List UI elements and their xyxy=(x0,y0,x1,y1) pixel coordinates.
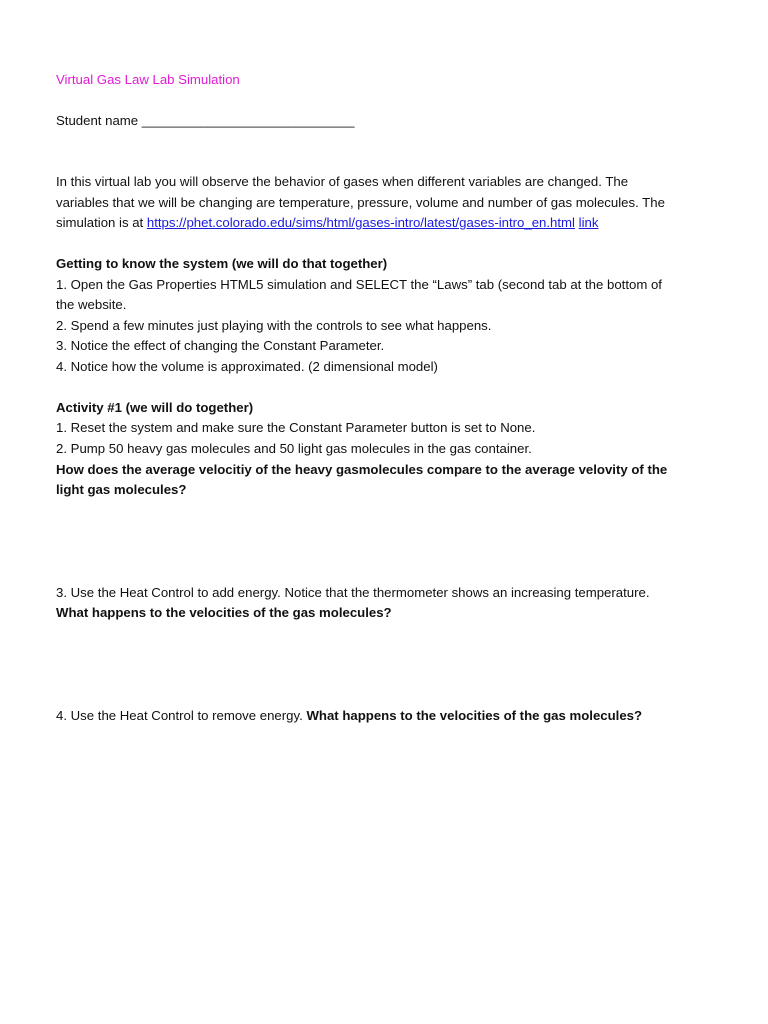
intro-line-2: variables that we will be changing are temperature, pressure, volume and number of gas molecules. The xyxy=(56,195,665,210)
simulation-url-link[interactable]: https://phet.colorado.edu/sims/html/gases-intro/latest/gases-intro_en.html xyxy=(146,215,575,230)
activity1-question3: What happens to the velocities of the gas molecules? xyxy=(306,708,643,723)
intro-line-1: In this virtual lab you will observe the behavior of gases when different variables are changed. The xyxy=(56,174,629,189)
student-name-label: Student name xyxy=(56,113,139,128)
section1-step2: 2. Spend a few minutes just playing with the controls to see what happens. xyxy=(56,318,492,333)
activity1-step4 xyxy=(56,706,642,726)
link-word[interactable]: link xyxy=(578,215,599,230)
activity1-question2: What happens to the velocities of the gas molecules? xyxy=(56,605,392,620)
section1-step3: 3. Notice the effect of changing the Constant Parameter. xyxy=(56,338,385,353)
student-name-blank: _____________________________ xyxy=(141,113,355,128)
document-title: Virtual Gas Law Lab Simulation xyxy=(56,72,240,87)
activity1-step2: 2. Pump 50 heavy gas molecules and 50 light gas molecules in the gas container. xyxy=(56,441,532,456)
intro-line-3 xyxy=(56,213,598,233)
section1-step1-line1: 1. Open the Gas Properties HTML5 simulation and SELECT the “Laws” tab (second tab at the bottom of xyxy=(56,277,662,292)
activity1-step1: 1. Reset the system and make sure the Constant Parameter button is set to None. xyxy=(56,420,536,435)
activity1-question1-line1: How does the average velocitiy of the heavy gasmolecules compare to the average velovity of the xyxy=(56,462,668,477)
section1-step4: 4. Notice how the volume is approximated. (2 dimensional model) xyxy=(56,359,438,374)
activity1-step4-prefix: 4. Use the Heat Control to remove energy. xyxy=(56,708,307,723)
student-name-field xyxy=(56,111,355,131)
activity1-heading: Activity #1 (we will do together) xyxy=(56,400,254,415)
activity1-question1-line2: light gas molecules? xyxy=(56,482,187,497)
section1-step1-line2: the website. xyxy=(56,297,127,312)
section1-heading: Getting to know the system (we will do that together) xyxy=(56,256,388,271)
activity1-step3: 3. Use the Heat Control to add energy. Notice that the thermometer shows an increasing temperature. xyxy=(56,585,650,600)
intro-line-3-prefix: simulation is at xyxy=(56,215,147,230)
